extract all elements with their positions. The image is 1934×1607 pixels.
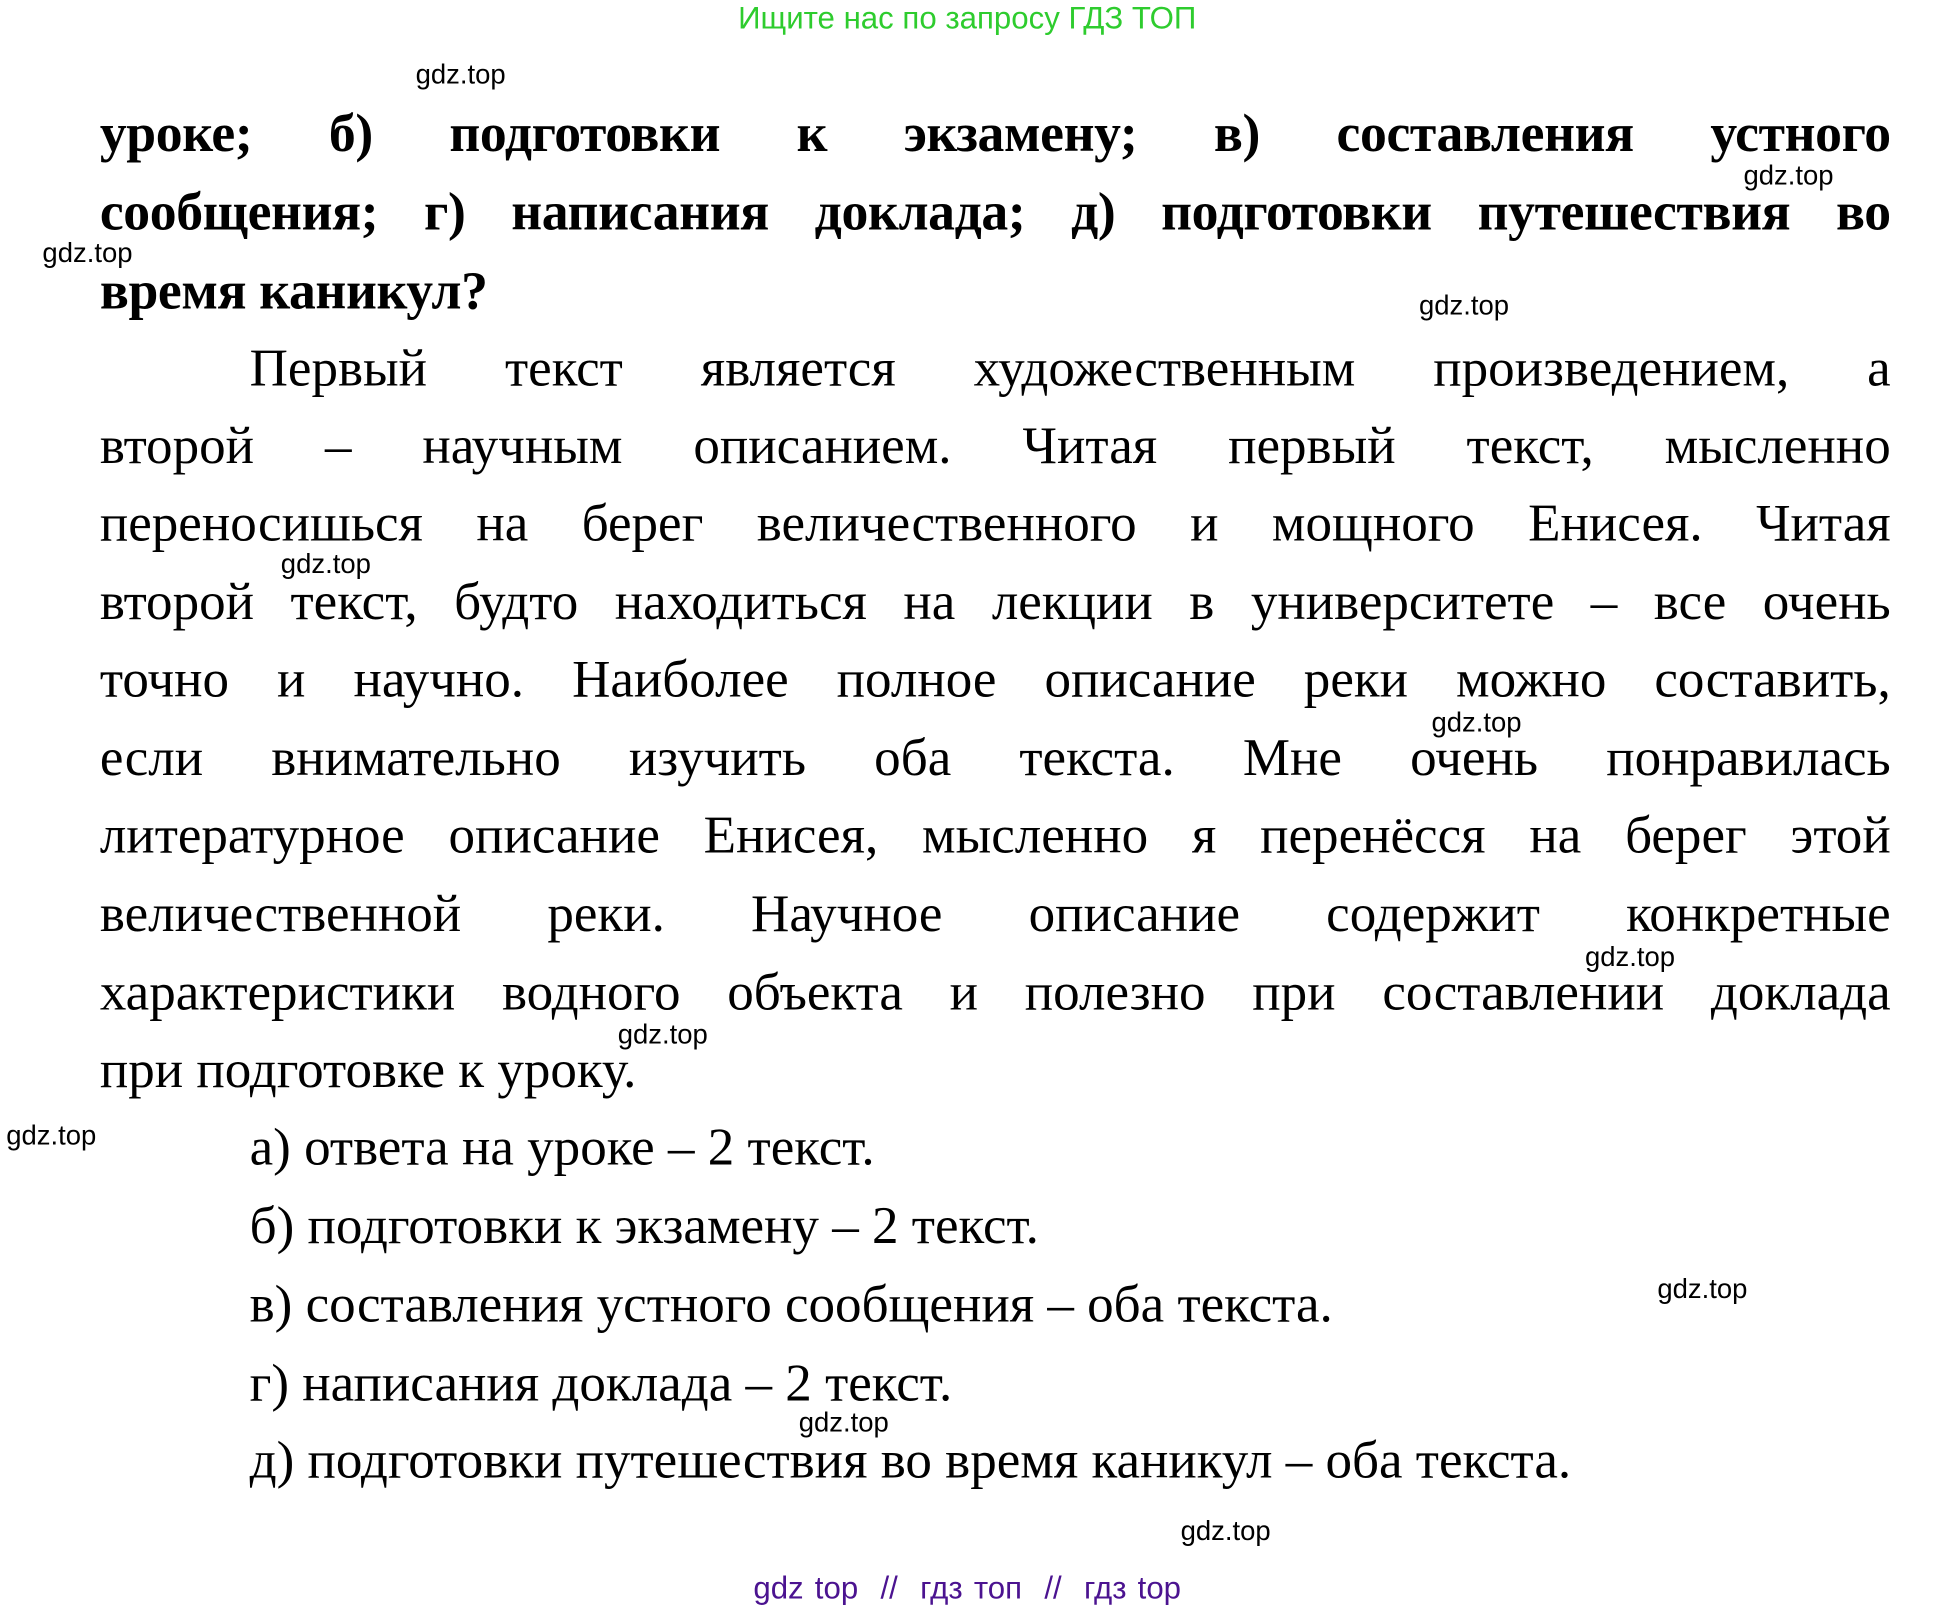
list-item: г) написания доклада – 2 текст. (249, 1354, 953, 1413)
answer-line: второй – научным описанием. Читая первый текст, мысленно (99, 416, 1891, 476)
watermark: gdz.top (617, 1018, 708, 1050)
answer-line: при подготовке к уроку. (99, 1040, 637, 1100)
question-line: время каникул? (99, 262, 488, 321)
footer-links: gdz top // гдз топ // гдз top (753, 1571, 1182, 1607)
question-line: сообщения; г) написания доклада; д) подготовки путешествия во (99, 183, 1891, 243)
answer-line: характеристики водного объекта и полезно при составлении доклада (99, 963, 1891, 1023)
answer-line: второй текст, будто находиться на лекции в университете – все очень (99, 572, 1891, 632)
list-item: а) ответа на уроке – 2 текст. (249, 1118, 875, 1177)
watermark: gdz.top (1584, 940, 1676, 973)
watermark: gdz.top (1180, 1515, 1271, 1547)
answer-line: величественной реки. Научное описание содержит конкретные (99, 884, 1891, 944)
answer-line: точно и научно. Наиболее полное описание реки можно составить, (99, 650, 1891, 709)
answer-line: если внимательно изучить оба текста. Мне очень понравилась (99, 728, 1891, 788)
question-line: уроке; б) подготовки к экзамену; в) составления устного (99, 104, 1891, 164)
watermark: gdz.top (1418, 289, 1510, 321)
answer-line: литературное описание Енисея, мысленно я перенёсся на берег этой (99, 806, 1891, 865)
watermark: gdz.top (42, 237, 133, 269)
answer-line: переносишься на берег величественного и мощного Енисея. Читая (99, 494, 1891, 553)
list-item: д) подготовки путешествия во время каникул – оба текста. (249, 1431, 1572, 1491)
watermark: gdz.top (280, 547, 371, 580)
search-banner: Ищите нас по запросу ГДЗ ТОП (738, 1, 1197, 37)
answer-line: Первый текст является художественным произведением, а (249, 339, 1891, 399)
watermark: gdz.top (1743, 159, 1834, 191)
watermark: gdz.top (798, 1406, 889, 1438)
watermark: gdz.top (6, 1119, 97, 1151)
watermark: gdz.top (1657, 1272, 1748, 1305)
watermark: gdz.top (415, 58, 506, 90)
list-item: в) составления устного сообщения – оба текста. (249, 1275, 1333, 1335)
watermark: gdz.top (1431, 706, 1522, 738)
list-item: б) подготовки к экзамену – 2 текст. (249, 1196, 1039, 1256)
